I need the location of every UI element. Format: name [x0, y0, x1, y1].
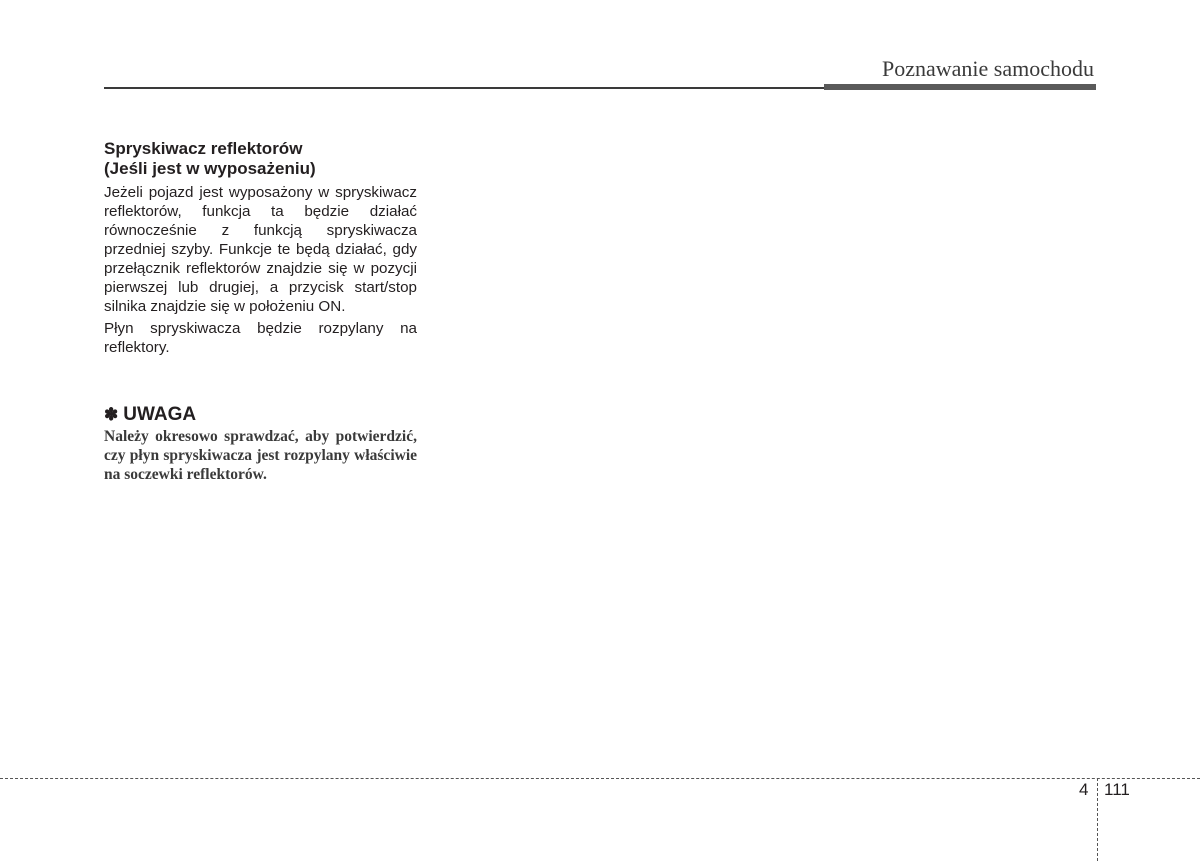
header-rule: [104, 87, 824, 89]
section-heading-line2: (Jeśli jest w wyposażeniu): [104, 159, 316, 178]
section-paragraph-1: Jeżeli pojazd jest wyposażony w spryskiwacz reflektorów, funkcja ta będzie działać równocześnie z funkcją spryskiwacza przedniej szyby. Funkcje te będą działać, gdy przełącznik reflektorów znajdzie się w pozycji pierwszej lub drugiej, a przycisk start/stop silnika znajdzie się w położeniu ON.: [104, 184, 417, 315]
section-heading: [104, 139, 417, 179]
chapter-number: 4: [1079, 780, 1089, 799]
section-heading-line1: Spryskiwacz reflektorów: [104, 139, 303, 158]
footer-divider: [0, 778, 1200, 779]
section-paragraph-2: Płyn spryskiwacza będzie rozpylany na reflektory.: [104, 320, 417, 356]
note-heading: [104, 404, 417, 426]
page-header-title: Poznawanie samochodu: [882, 56, 1094, 81]
note-heading-label: UWAGA: [123, 404, 197, 425]
header-rule-accent: [824, 84, 1096, 90]
footer-vertical-divider: [1097, 778, 1098, 861]
note-text: Należy okresowo sprawdzać, aby potwierdzić, czy płyn spryskiwacza jest rozpylany właściwie na soczewki reflektorów.: [104, 428, 417, 483]
page-number: 111: [1104, 780, 1130, 799]
main-content: [104, 139, 417, 484]
asterisk-icon: ✽: [104, 405, 119, 424]
